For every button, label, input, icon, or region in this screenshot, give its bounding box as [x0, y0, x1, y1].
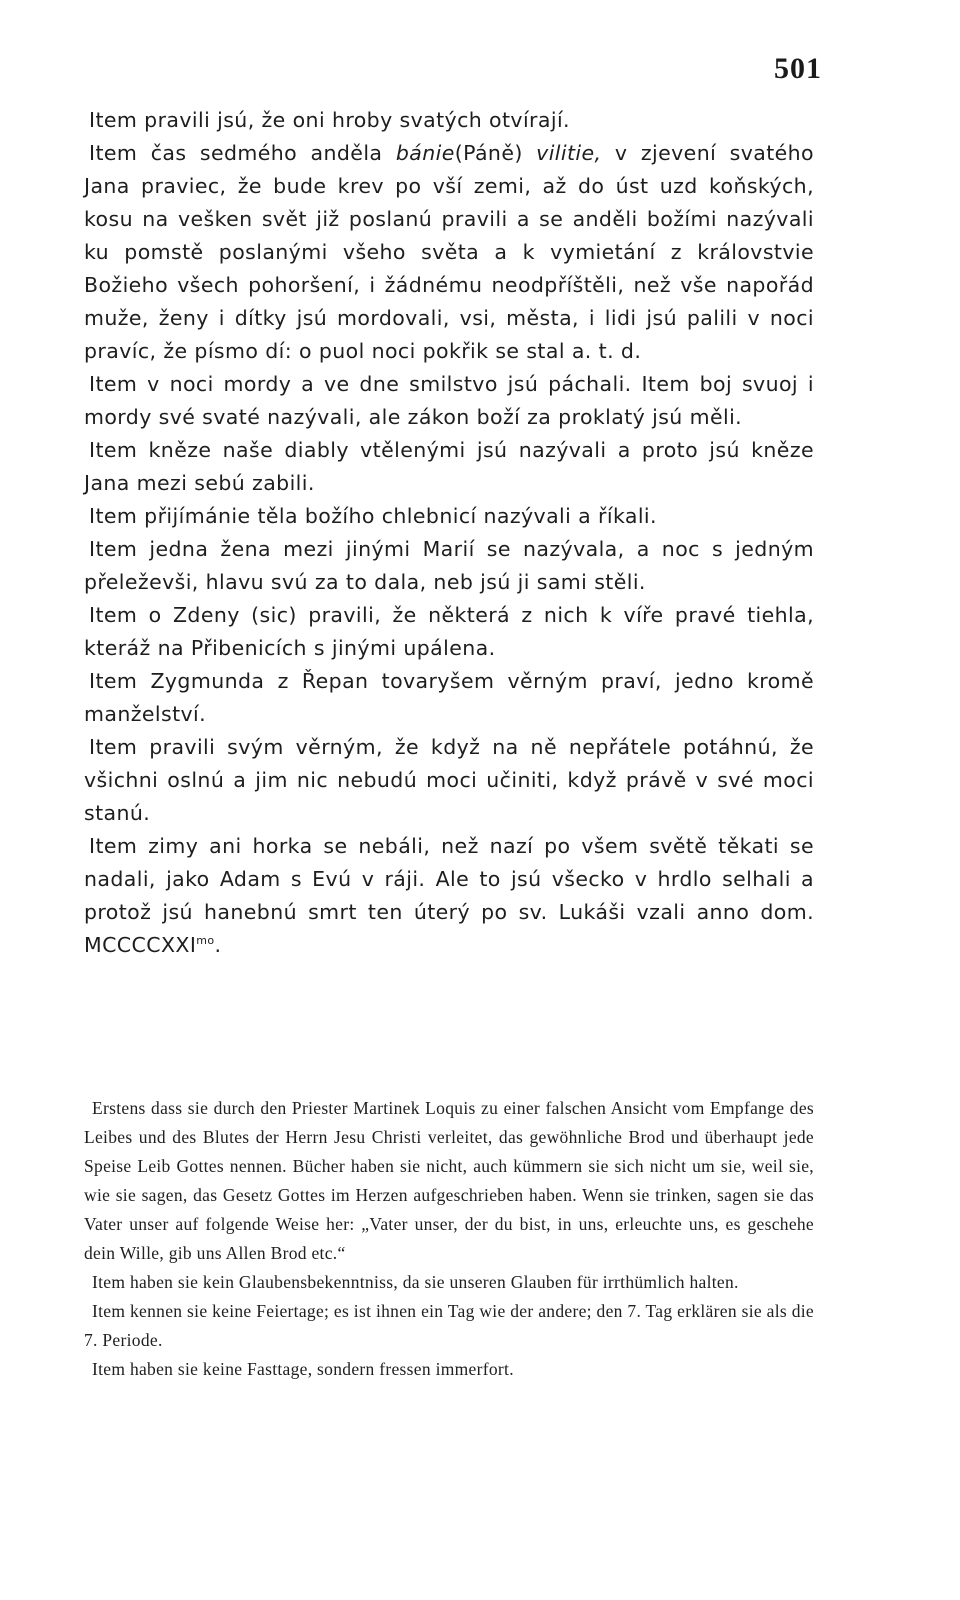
german-footnote-block	[84, 1094, 814, 1384]
text-run: Item zimy ani horka se nebáli, než nazí po všem světě těkati se nadali, jako Adam s Evú v ráji. Ale to jsú všecko v hrdlo selhali a protož jsú hanebnú smrt ten úterý po sv. Lukáši vzali anno dom. MCCCCXXI	[84, 834, 814, 957]
page-number: 501	[774, 52, 822, 85]
german-paragraph: Item haben sie keine Fasttage, sondern fressen immerfort.	[92, 1359, 514, 1379]
german-paragraph: Item haben sie kein Glaubensbekenntniss, da sie unseren Glauben für irrthümlich halten.	[92, 1272, 739, 1292]
czech-text-block	[84, 104, 814, 962]
czech-paragraph: Item pravili svým věrným, že když na ně nepřátele potáhnú, že všichni oslnú a jim nic nebudú moci učiniti, když právě v své moci stanú.	[84, 735, 814, 825]
text-run: v zjevení svatého Jana praviec, že bude krev po vší zemi, až do úst uzd koňských, kosu na vešken svět již poslanú pravili a se anděli božími nazývali ku pomstě poslanými všeho světa a k vymietání z královstvie Božieho všech pohoršení, i žádnému neodpříštěli, než vše napořád muže, ženy i dítky jsú mordovali, vsi, města, i lidi jsú palili v noci pravíc, že písmo dí: o puol noci pokřik se stal a. t. d.	[84, 141, 814, 363]
czech-paragraph: Item pravili jsú, že oni hroby svatých otvírají.	[89, 108, 570, 132]
czech-paragraph	[84, 830, 814, 962]
czech-paragraph: Item o Zdeny (sic) pravili, že některá z nich k víře pravé tiehla, kteráž na Přibenicích s jinými upálena.	[84, 603, 814, 660]
italic-term: bánie	[395, 141, 455, 165]
text-run: (Páně)	[454, 141, 537, 165]
italic-term: vilitie,	[536, 141, 602, 165]
czech-paragraph	[84, 137, 814, 368]
text-run: Item čas sedmého anděla	[89, 141, 396, 165]
czech-paragraph: Item přijímánie těla božího chlebnicí nazývali a říkali.	[89, 504, 657, 528]
czech-paragraph: Item kněze naše diably vtělenými jsú nazývali a proto jsú kněze Jana mezi sebú zabili.	[84, 438, 814, 495]
czech-paragraph: Item jedna žena mezi jinými Marií se nazývala, a noc s jedným přeleževši, hlavu svú za to dala, neb jsú ji sami stěli.	[84, 537, 814, 594]
german-paragraph: Erstens dass sie durch den Priester Martinek Loquis zu einer falschen Ansicht vom Empfange des Leibes und des Blutes der Herrn Jesu Christi verleitet, das gewöhnliche Brod und überhaupt jede Speise Leib Gottes nennen. Bücher haben sie nicht, auch kümmern sie sich nicht um sie, weil sie, wie sie sagen, das Gesetz Gottes im Herzen aufgeschrieben haben. Wenn sie trinken, sagen sie das Vater unser auf folgende Weise her: „Vater unser, der du bist, in uns, erleuchte uns, es geschehe dein Wille, gib uns Allen Brod etc.“	[84, 1098, 814, 1263]
german-paragraph: Item kennen sie keine Feiertage; es ist ihnen ein Tag wie der andere; den 7. Tag erklären sie als die 7. Periode.	[84, 1301, 814, 1350]
text-run: .	[214, 933, 222, 957]
czech-paragraph: Item v noci mordy a ve dne smilstvo jsú páchali. Item boj svuoj i mordy své svaté nazývali, ale zákon boží za proklatý jsú měli.	[84, 372, 814, 429]
superscript: mo	[196, 934, 215, 948]
czech-paragraph: Item Zygmunda z Řepan tovaryšem věrným praví, jedno kromě manželství.	[84, 669, 814, 726]
